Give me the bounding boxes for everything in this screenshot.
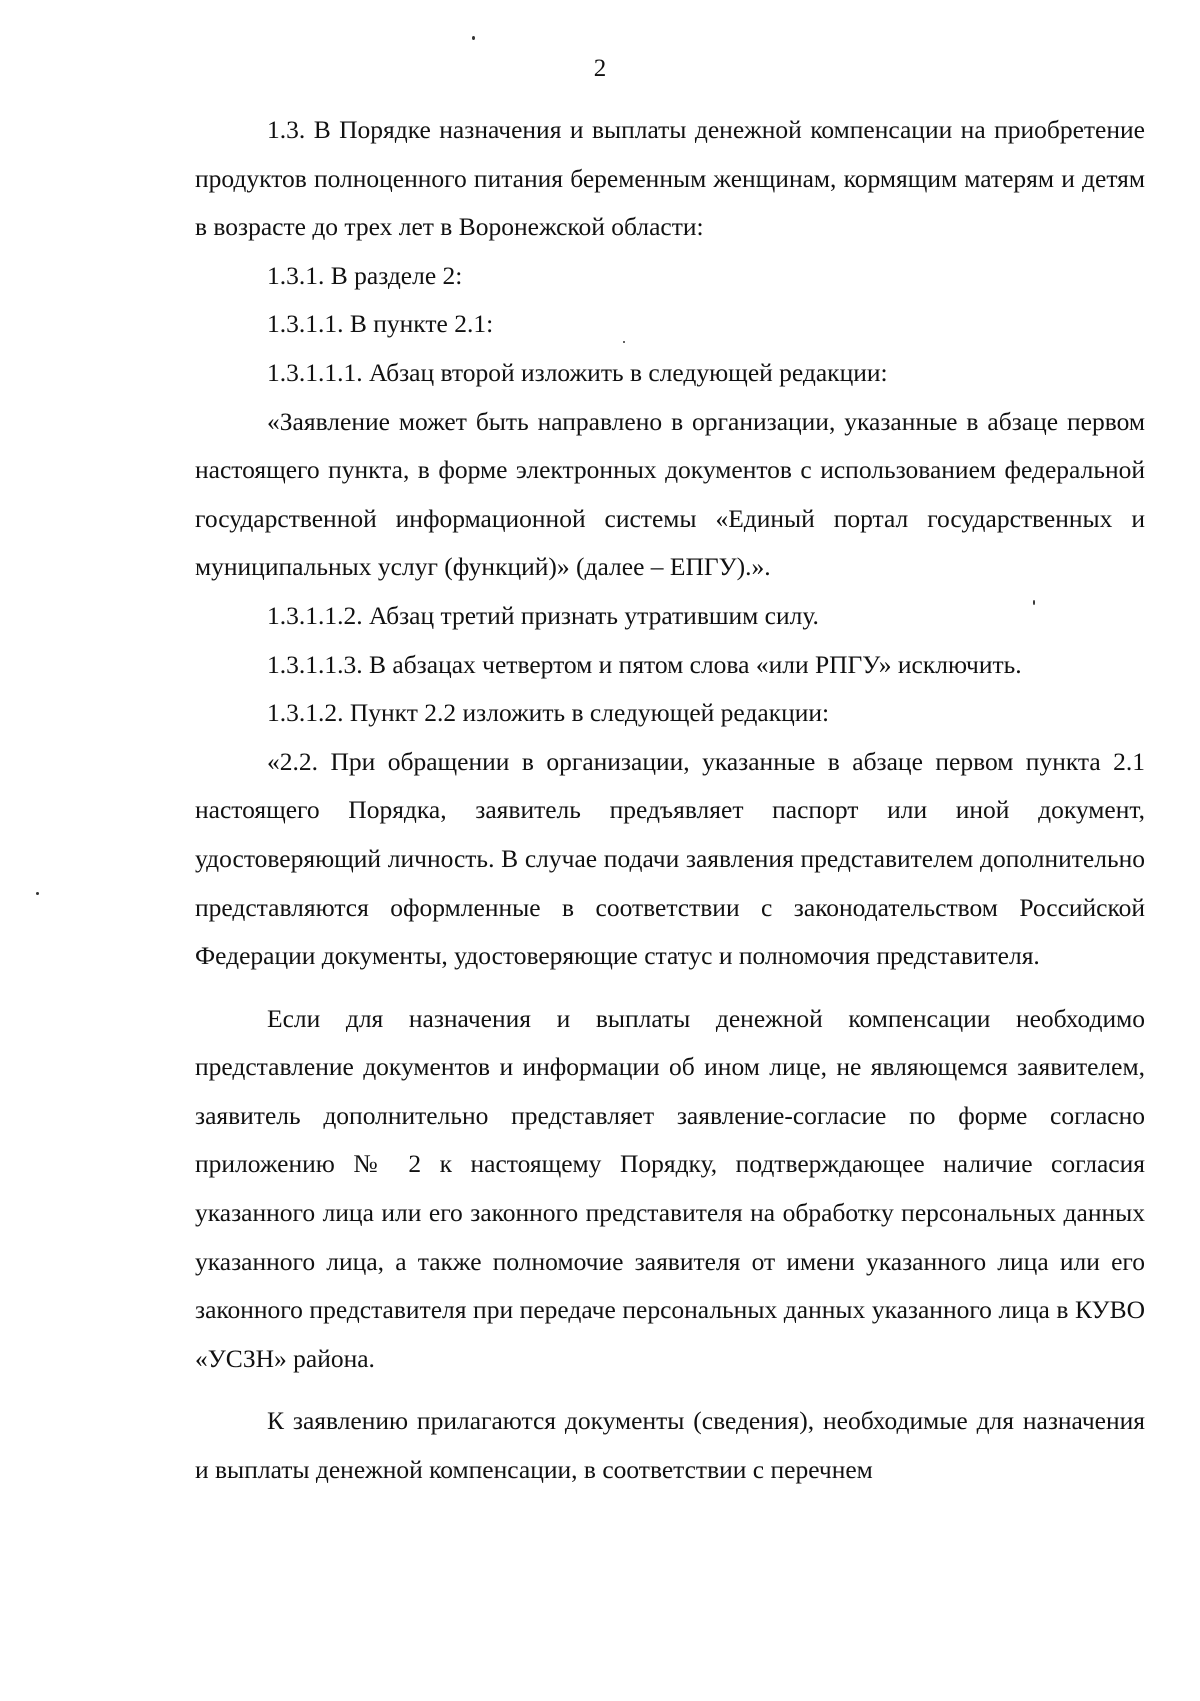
paragraph-attachments: К заявлению прилагаются документы (сведения), необходимые для назначения и выплаты денежной компенсации, в соответствии с перечнем <box>195 1406 1145 1485</box>
quoted-paragraph-2-2: «2.2. При обращении в организации, указанные в абзаце первом пункта 2.1 настоящего Порядка, заявитель предъявляет паспорт или иной документ, удостоверяющий личность. В случае подачи заявления представителем дополнительно представляются оформленные в соответствии с законодательством Российской Федерации документы, удостоверяющие статус и полномочия представителя. <box>195 746 1145 971</box>
scan-speck <box>1033 600 1035 605</box>
scan-speck <box>623 341 625 343</box>
paragraph-1-3-1-1-3: 1.3.1.1.3. В абзацах четвертом и пятом слова «или РПГУ» исключить. <box>267 649 1022 679</box>
quoted-paragraph-application: «Заявление может быть направлено в организации, указанные в абзаце первом настоящего пункта, в форме электронных документов с использованием федеральной государственной информационной системы «Единый портал государственных и муниципальных услуг (функций)» (далее – ЕПГУ).». <box>195 406 1145 582</box>
paragraph-1-3-1-1-2: 1.3.1.1.2. Абзац третий признать утратившим силу. <box>267 600 819 630</box>
paragraph-1-3-1-2: 1.3.1.2. Пункт 2.2 изложить в следующей редакции: <box>267 698 830 728</box>
paragraph-1-3-1-1: 1.3.1.1. В пункте 2.1: <box>267 309 494 339</box>
paragraph-1-3: 1.3. В Порядке назначения и выплаты денежной компенсации на приобретение продуктов полноценного питания беременным женщинам, кормящим матерям и детям в возрасте до трех лет в Воронежской области: <box>195 115 1145 242</box>
paragraph-1-3-1-1-1: 1.3.1.1.1. Абзац второй изложить в следующей редакции: <box>267 357 888 387</box>
scan-speck <box>472 36 475 40</box>
paragraph-consent: Если для назначения и выплаты денежной компенсации необходимо представление документов и информации об ином лице, не являющемся заявителем, заявитель дополнительно представляет заявление-согласие по форме согласно приложению № 2 к настоящему Порядку, подтверждающее наличие согласия указанного лица или его законного представителя на обработку персональных данных указанного лица, а также полномочие заявителя от имени указанного лица или его законного представителя при передаче персональных данных указанного лица в КУВО «УСЗН» района. <box>195 1003 1145 1373</box>
page-number: 2 <box>593 55 607 82</box>
paragraph-1-3-1: 1.3.1. В разделе 2: <box>267 260 463 290</box>
document-body <box>195 106 1145 1495</box>
scan-speck <box>36 892 39 895</box>
